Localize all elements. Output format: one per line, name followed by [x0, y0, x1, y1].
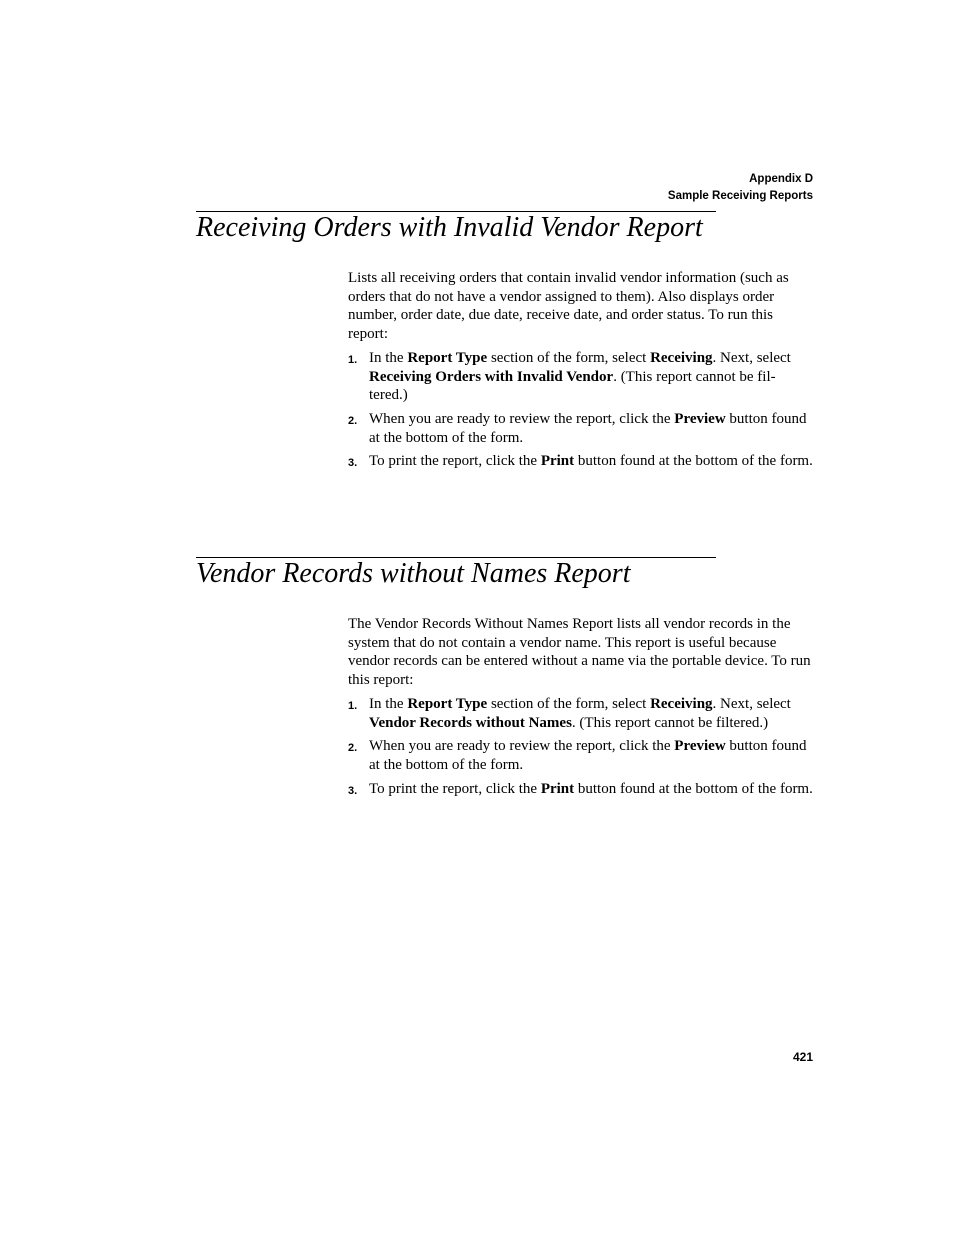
header-chapter: Appendix D [749, 173, 813, 185]
step-text: When you are ready to review the report, click the [369, 410, 675, 427]
step-text: In the [369, 349, 408, 366]
step-text: . Next, select [712, 349, 791, 366]
header-section: Sample Receiving Reports [667, 190, 813, 202]
step-text: button found at the bottom of the form. [574, 780, 813, 797]
step-text: section of the form, select [487, 695, 651, 712]
ui-term: Vendor Records without Names [369, 714, 572, 731]
section-intro: The Vendor Records Without Names Report lists all vendor records in the system that do not contain a vendor name. This report is useful because vendor records can be entered without a name via the portable device. To run this report: [348, 616, 811, 689]
section-title: Receiving Orders with Invalid Vendor Report [196, 212, 703, 243]
ui-term: Receiving Orders with Invalid Vendor [369, 368, 614, 385]
step-text: button found at the bottom of the form. [369, 410, 807, 446]
step-item [348, 410, 814, 447]
section-body [348, 269, 814, 471]
step-number: 3. [348, 784, 358, 797]
step-item [348, 349, 814, 405]
ui-term: Print [540, 780, 575, 797]
ui-term: Print [540, 453, 575, 470]
steps-list [348, 695, 814, 799]
step-item [348, 737, 814, 774]
running-header [668, 171, 813, 205]
section-body [348, 615, 814, 798]
step-text: section of the form, select [487, 349, 651, 366]
step-number: 1. [348, 699, 358, 712]
ui-term: Report Type [407, 349, 488, 366]
section-receiving-orders-invalid-vendor [196, 211, 816, 471]
step-number: 1. [348, 353, 358, 366]
ui-term: Preview [674, 738, 726, 755]
step-text: button found at the bottom of the form. [369, 738, 807, 773]
step-item [348, 452, 814, 471]
step-text: . (This report cannot be fil-tered.) [369, 368, 776, 404]
step-item [348, 695, 814, 732]
step-text: . (This report cannot be filtered.) [571, 714, 769, 731]
section-intro: Lists all receiving orders that contain invalid vendor information (such as orders that do not have a vendor assigned to them). Also displays order number, order date, due date, receive date, and order status. To run this report: [348, 270, 789, 343]
section-vendor-records-without-names [196, 557, 816, 798]
step-text: To print the report, click the [369, 780, 541, 797]
step-text: To print the report, click the [369, 453, 541, 470]
step-text: When you are ready to review the report, click the [369, 738, 675, 755]
step-number: 2. [348, 414, 358, 427]
step-item [348, 780, 814, 799]
step-number: 3. [348, 457, 358, 470]
step-text: In the [369, 695, 408, 712]
ui-term: Report Type [407, 695, 488, 712]
step-number: 2. [348, 742, 358, 755]
steps-list [348, 349, 814, 471]
ui-term: Receiving [650, 349, 713, 366]
step-text: . Next, select [712, 695, 791, 712]
ui-term: Preview [674, 410, 726, 427]
page-number: 421 [792, 1050, 813, 1064]
step-text: button found at the bottom of the form. [574, 453, 813, 470]
section-title: Vendor Records without Names Report [196, 558, 631, 589]
ui-term: Receiving [650, 695, 713, 712]
